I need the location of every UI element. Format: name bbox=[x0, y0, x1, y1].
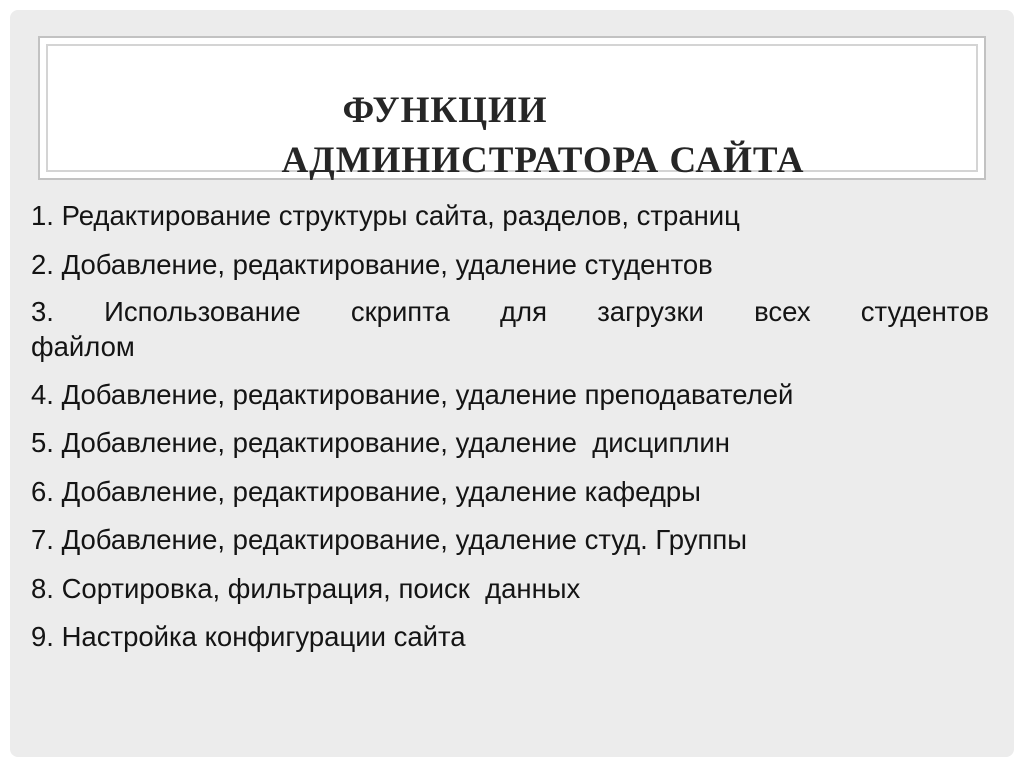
slide bbox=[10, 10, 1014, 757]
function-list bbox=[31, 197, 989, 667]
list-item: 8. Сортировка, фильтрация, поиск данных bbox=[31, 572, 581, 604]
list-item bbox=[31, 294, 989, 364]
list-item: 6. Добавление, редактирование, удаление кафедры bbox=[31, 475, 701, 507]
title-line-2: АДМИНИСТРАТОРА САЙТА bbox=[281, 140, 805, 181]
list-item: 1. Редактирование структуры сайта, разделов, страниц bbox=[31, 200, 740, 231]
slide-title bbox=[40, 86, 984, 186]
list-item-line: 3. Использование скрипта для загрузки всех студентов bbox=[31, 296, 989, 327]
list-item: 4. Добавление, редактирование, удаление преподавателей bbox=[31, 378, 794, 410]
title-line-1: ФУНКЦИИ bbox=[342, 90, 548, 131]
title-box bbox=[38, 36, 986, 180]
list-item: 7. Добавление, редактирование, удаление студ. Группы bbox=[31, 524, 748, 555]
list-item: 5. Добавление, редактирование, удаление дисциплин bbox=[31, 427, 730, 458]
list-item: 2. Добавление, редактирование, удаление студентов bbox=[31, 248, 713, 280]
list-item-line-continued: файлом bbox=[31, 331, 135, 362]
list-item: 9. Настройка конфигурации сайта bbox=[31, 621, 466, 652]
